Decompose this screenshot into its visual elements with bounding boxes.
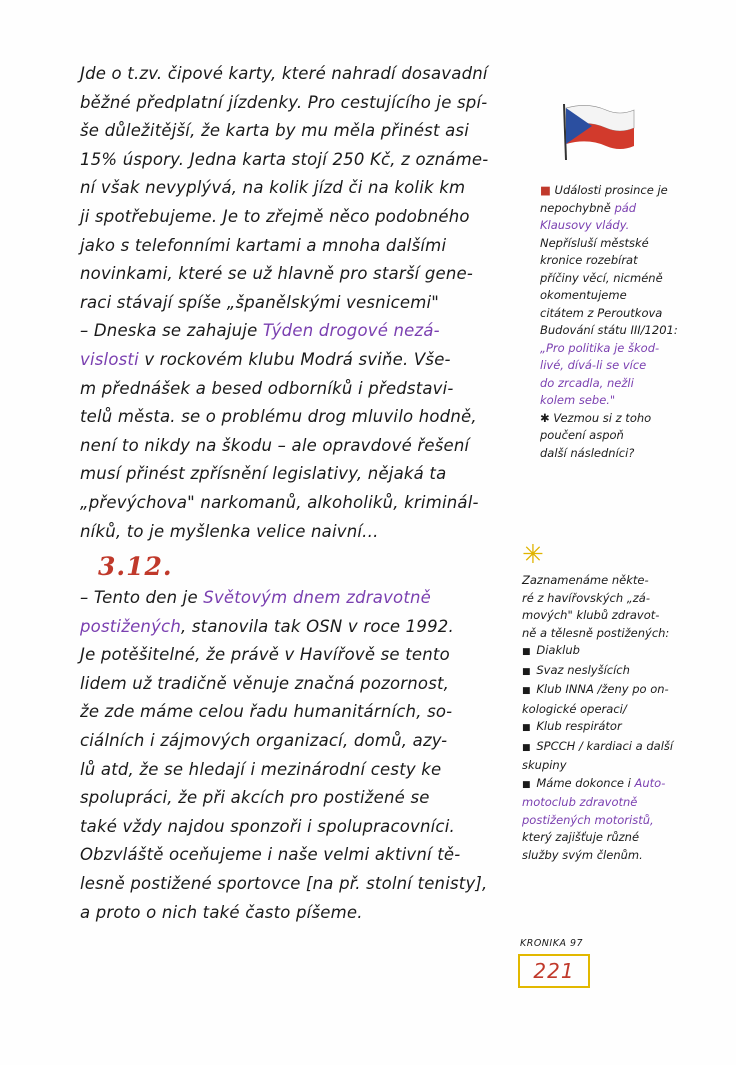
text-line xyxy=(80,146,520,175)
text-run: lesně postižené sportovce [na př. stolní tenisty], xyxy=(80,873,488,893)
text-run: Svaz neslyšících xyxy=(536,662,630,677)
text-run: 15% úspory. Jedna karta stojí 250 Kč, z oznáme- xyxy=(80,149,489,169)
text-run: do zrcadla, nežli xyxy=(540,375,634,390)
text-line xyxy=(522,701,717,719)
text-line xyxy=(80,756,520,785)
text-run: telů města. se o problému drog mluvilo hodně, xyxy=(80,407,477,427)
text-run: Světovým dnem zdravotně xyxy=(203,588,432,607)
text-run: běžné předplatní jízdenky. Pro cestujícího je spí- xyxy=(80,92,488,112)
text-line xyxy=(80,613,520,642)
text-line xyxy=(522,794,717,812)
text-run: ciálních i zájmových organizací, domů, azy- xyxy=(80,730,448,750)
text-line xyxy=(522,681,717,701)
text-line xyxy=(80,89,520,118)
text-line xyxy=(80,375,520,404)
text-run: další následníci? xyxy=(540,445,635,460)
text-line xyxy=(80,584,520,613)
side-note-clubs xyxy=(522,572,717,864)
text-line xyxy=(540,217,710,235)
text-line xyxy=(80,841,520,870)
text-line xyxy=(540,270,710,288)
text-run: ■ xyxy=(522,666,534,677)
text-line xyxy=(80,346,520,375)
text-run: Budování státu III/1201: xyxy=(540,323,678,337)
text-line xyxy=(522,829,717,847)
text-line xyxy=(522,718,717,738)
text-run: , stanovila tak OSN v roce 1992. xyxy=(180,616,454,636)
text-run: příčiny věcí, nicméně xyxy=(540,270,663,285)
text-run: ji spotřebujeme. Je to zřejmě něco podobného xyxy=(80,206,470,226)
text-run: vislosti xyxy=(80,349,139,369)
text-run: raci stávají spíše „španělskými vesnicemi" xyxy=(80,292,440,312)
text-run: „převýchova" narkomanů, alkoholiků, kriminál- xyxy=(80,492,479,512)
text-line xyxy=(80,899,520,928)
text-run: – Tento den je xyxy=(80,588,204,607)
text-run: Auto- xyxy=(634,775,666,790)
chronicle-label: KRONIKA 97 xyxy=(520,938,584,949)
text-run: ■ xyxy=(522,742,534,753)
text-run: který zajišťuje různé xyxy=(522,830,640,844)
text-run: ní však nevyplývá, na kolik jízd či na kolik km xyxy=(80,178,466,198)
text-run: ✱ Vezmou si z toho xyxy=(540,410,652,425)
text-run: nepochybně xyxy=(540,200,615,215)
text-line xyxy=(80,813,520,842)
text-line xyxy=(540,340,710,358)
text-line xyxy=(540,305,710,323)
text-run: Klub respirátor xyxy=(536,719,622,733)
text-line xyxy=(522,847,717,865)
text-run: še důležitější, že karta by mu měla přinést asi xyxy=(80,121,469,141)
text-line xyxy=(540,392,710,410)
text-run: v rockovém klubu Modrá sviňe. Vše- xyxy=(138,349,451,369)
text-run: „Pro politika je škod- xyxy=(540,340,660,355)
text-run: Události prosince je xyxy=(554,183,668,197)
text-run: Týden drogové nezá- xyxy=(262,321,440,341)
text-run: Zaznamenáme někte- xyxy=(522,573,649,587)
text-line xyxy=(522,757,717,775)
text-line xyxy=(80,260,520,289)
text-run: mových" klubů zdravot- xyxy=(522,608,660,622)
date-heading: 3.12. xyxy=(98,552,173,581)
text-line xyxy=(540,357,710,375)
text-line xyxy=(80,489,520,518)
text-line xyxy=(80,317,520,346)
text-run: poučení aspoň xyxy=(540,428,624,442)
text-line xyxy=(80,174,520,203)
text-run: postižených motoristů, xyxy=(522,812,654,827)
text-line xyxy=(540,322,710,340)
text-run: ■ xyxy=(522,723,534,733)
text-run: níků, to je myšlenka velice naivní... xyxy=(80,521,379,541)
text-run: pád xyxy=(614,200,637,215)
page-number: 221 xyxy=(518,954,590,988)
text-run: livé, dívá-li se více xyxy=(540,358,647,372)
text-run: novinkami, které se už hlavně pro starší gene- xyxy=(80,264,474,284)
text-line xyxy=(540,410,710,428)
text-run: Diaklub xyxy=(536,643,580,657)
text-run: Máme dokonce i xyxy=(536,775,635,790)
text-line xyxy=(80,641,520,670)
text-line xyxy=(80,460,520,489)
text-run: Jde o t.zv. čipové karty, které nahradí dosavadní xyxy=(80,64,488,83)
text-line xyxy=(540,375,710,393)
text-run: skupiny xyxy=(522,758,567,772)
text-run: spolupráci, že při akcích pro postižené se xyxy=(80,788,430,808)
text-run: také vždy najdou sponzoři i spolupracovníci. xyxy=(80,816,455,836)
text-line xyxy=(540,182,710,200)
text-line xyxy=(80,60,520,89)
text-run: služby svým členům. xyxy=(522,847,643,862)
text-run: musí přinést zpřísnění legislativy, nějaká ta xyxy=(80,464,447,484)
text-run: okomentujeme xyxy=(540,288,627,302)
text-line xyxy=(80,432,520,461)
main-text-bottom xyxy=(80,584,520,927)
text-run: jako s telefonními kartami a mnoha dalšími xyxy=(80,235,447,255)
text-line xyxy=(522,625,717,643)
text-line xyxy=(522,812,717,830)
text-run: kolem sebe." xyxy=(540,393,616,407)
text-line xyxy=(522,662,717,682)
text-line xyxy=(80,784,520,813)
text-line xyxy=(522,607,717,625)
text-run: Je potěšitelné, že právě v Havířově se tento xyxy=(80,645,450,665)
text-line xyxy=(80,117,520,146)
text-line xyxy=(80,518,520,547)
text-run: není to nikdy na škodu – ale opravdové řešení xyxy=(80,435,470,455)
text-line xyxy=(522,590,717,608)
text-run: citátem z Peroutkova xyxy=(540,305,663,320)
text-run: ■ xyxy=(522,647,534,657)
text-line xyxy=(540,200,710,218)
text-line xyxy=(540,427,710,445)
text-run: ■ xyxy=(522,779,534,790)
text-run: postižených xyxy=(80,616,181,636)
text-line xyxy=(522,642,717,662)
text-line xyxy=(522,738,717,758)
text-run: SPCCH / kardiaci a další xyxy=(536,738,674,753)
text-line xyxy=(522,775,717,795)
text-line xyxy=(80,870,520,899)
text-run: lidem už tradičně věnuje značná pozornost, xyxy=(80,673,450,693)
text-run: kologické operaci/ xyxy=(522,701,627,716)
side-note-government xyxy=(540,182,710,462)
text-run: kronice rozebírat xyxy=(540,253,638,267)
text-run: lů atd, že se hledají i mezinárodní cesty ke xyxy=(80,759,442,779)
text-line xyxy=(80,232,520,261)
text-run: ■ xyxy=(540,183,555,197)
text-run: motoclub zdravotně xyxy=(522,795,638,809)
text-run: ■ xyxy=(522,686,534,696)
text-line xyxy=(540,252,710,270)
text-run: ně a tělesně postižených: xyxy=(522,625,670,640)
text-run: že zde máme celou řadu humanitárních, so- xyxy=(80,702,453,722)
text-run: Nepřísluší městské xyxy=(540,235,649,250)
text-line xyxy=(522,572,717,590)
text-line xyxy=(80,670,520,699)
text-run: m přednášek a besed odborníků i představi- xyxy=(80,378,454,398)
text-run: ré z havířovských „zá- xyxy=(522,590,650,605)
text-line xyxy=(540,445,710,463)
text-run: – Dneska se zahajuje xyxy=(80,321,263,341)
text-line xyxy=(540,287,710,305)
text-run: Obzvláště oceňujeme i naše velmi aktivní tě- xyxy=(80,845,461,865)
main-text-top xyxy=(80,60,520,546)
text-run: a proto o nich také často píšeme. xyxy=(80,902,363,922)
text-run: Klausovy vlády. xyxy=(540,218,630,232)
text-line xyxy=(80,403,520,432)
text-run: Klub INNA /ženy po on- xyxy=(536,682,669,696)
czech-flag-icon xyxy=(558,102,638,162)
text-line xyxy=(80,698,520,727)
text-line xyxy=(80,203,520,232)
asterisk-icon: ✳ xyxy=(522,540,544,570)
text-line xyxy=(80,727,520,756)
text-line xyxy=(80,289,520,318)
text-line xyxy=(540,235,710,253)
